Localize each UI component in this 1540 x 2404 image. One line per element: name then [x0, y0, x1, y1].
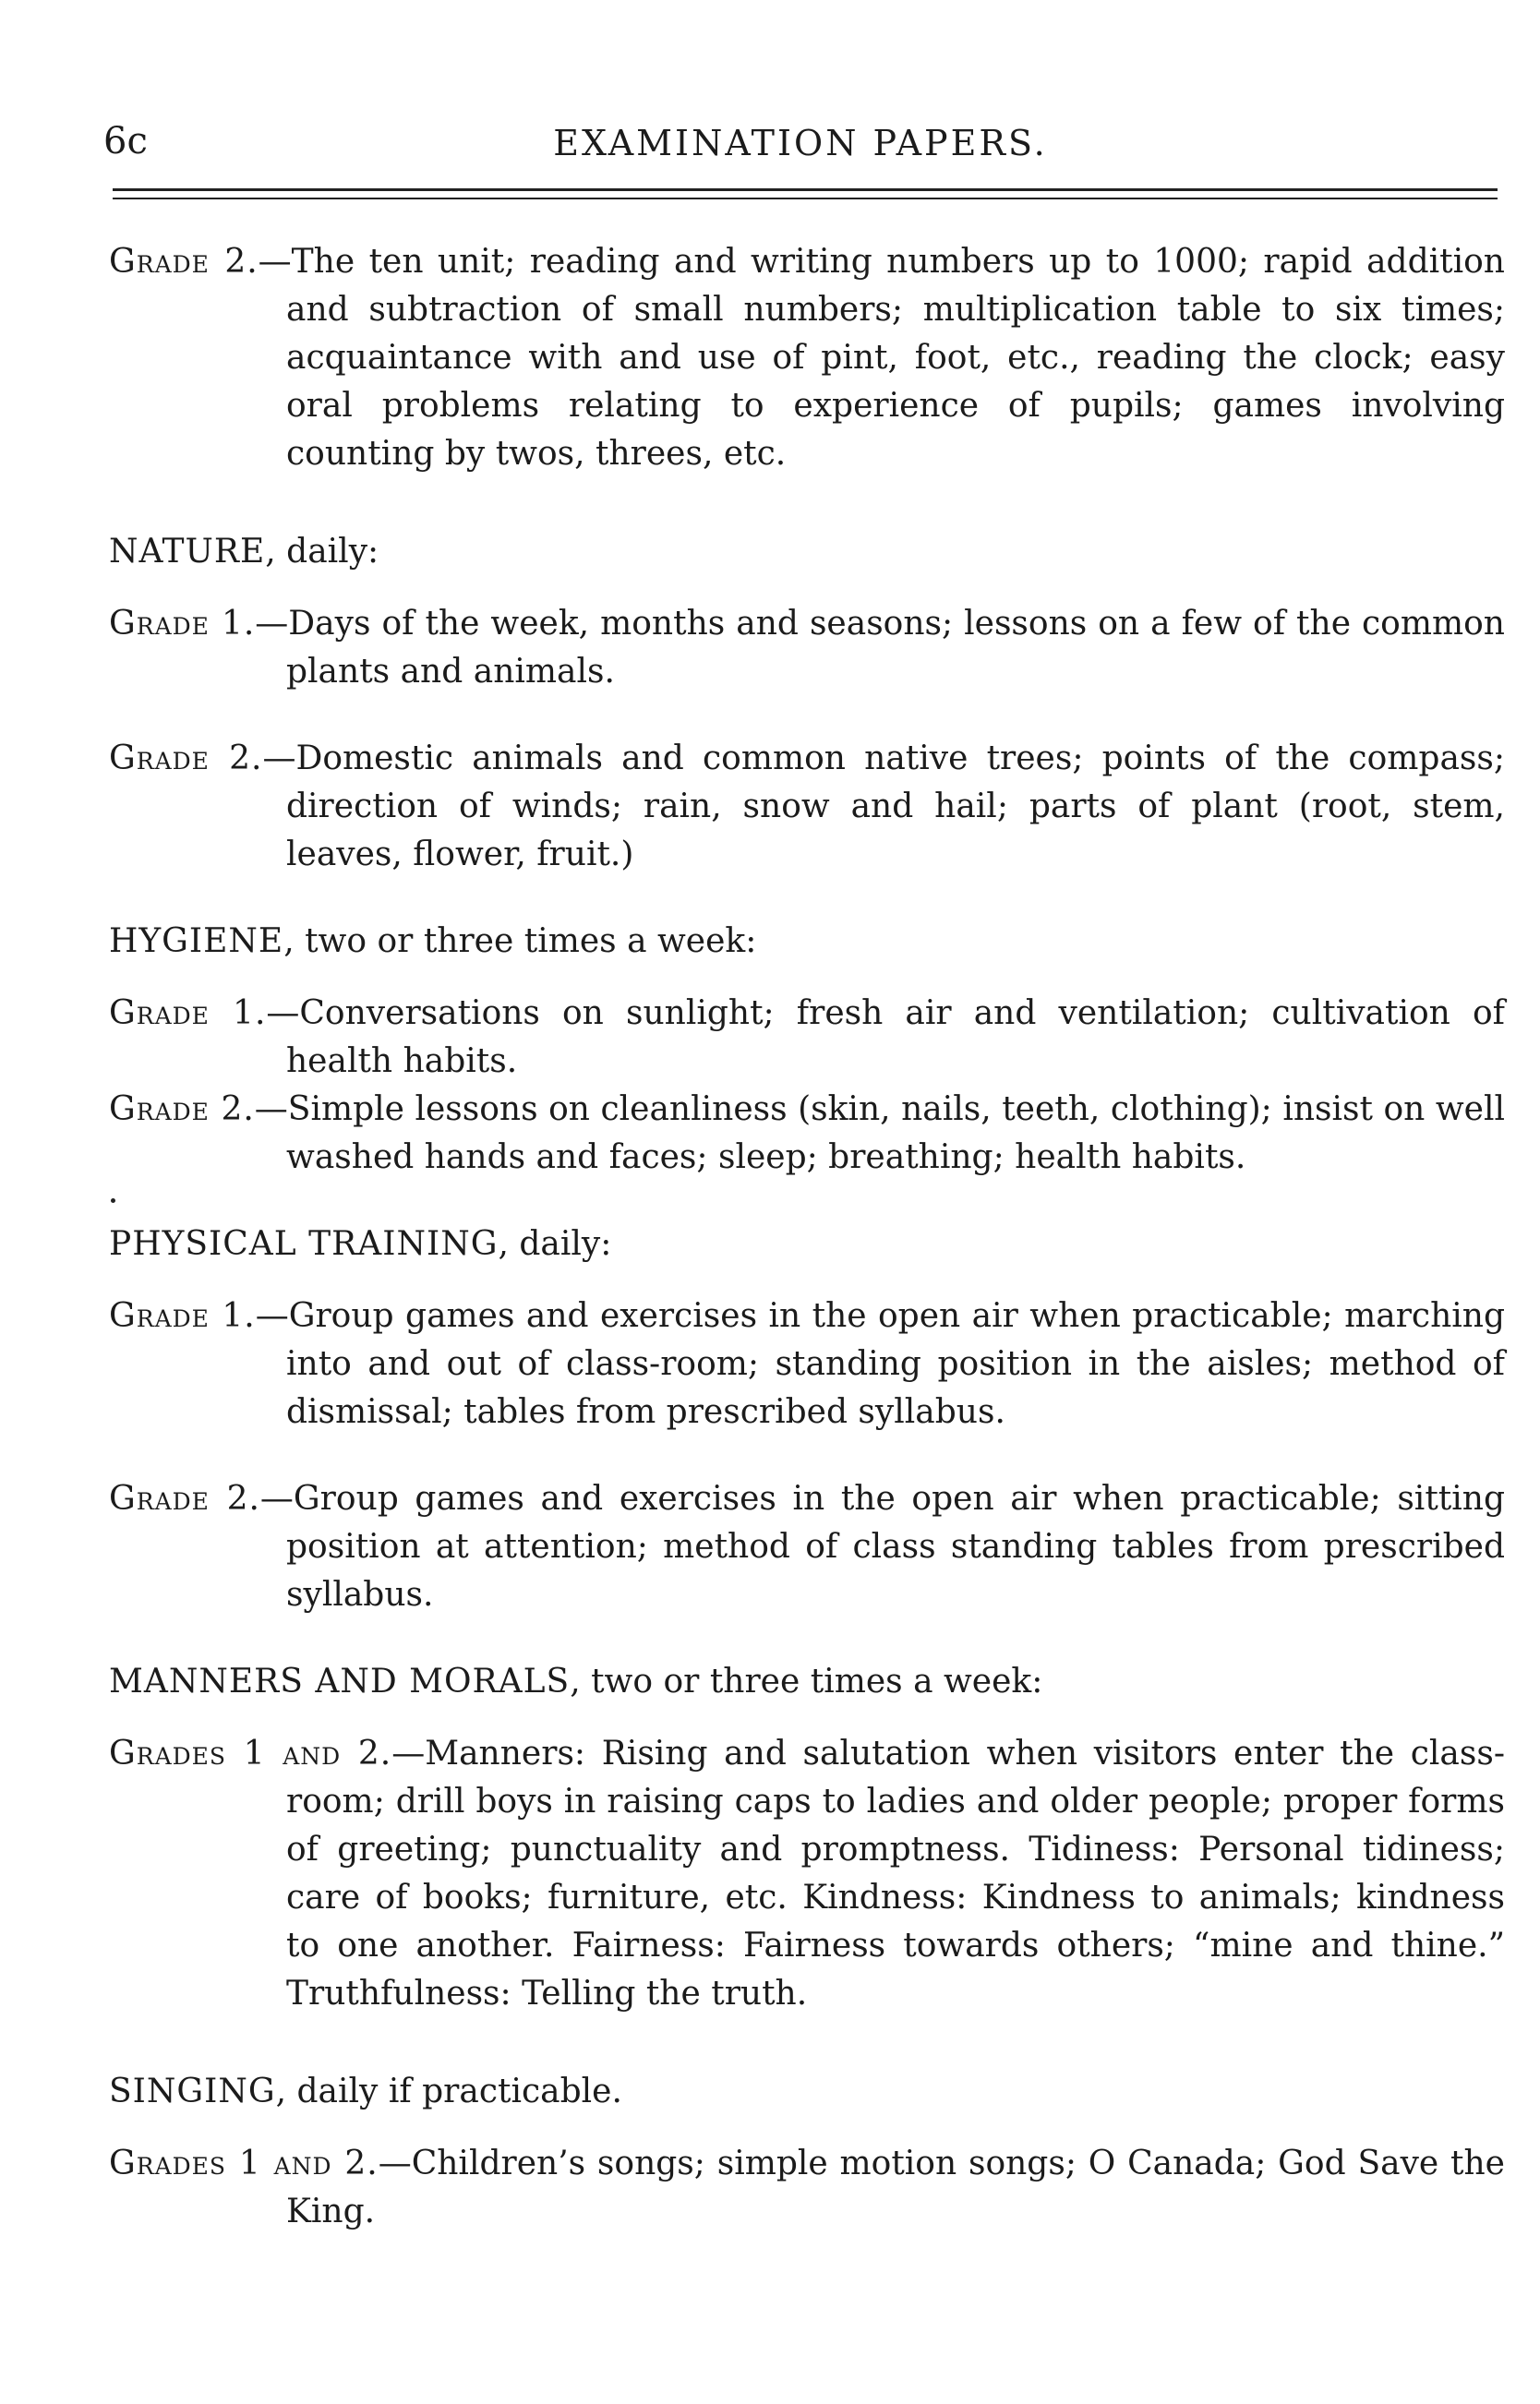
- grade-label: Grade 1.: [109, 1297, 256, 1335]
- grade-text: —Group games and exercises in the open air when practicable; marching into and out of class-room; standing position in the aisles; method of dismissal; tables from prescribed syllabus.: [255, 1297, 1505, 1431]
- grade-label: Grade 1.: [109, 605, 256, 643]
- section-title: SINGING: [109, 2073, 276, 2110]
- grade-text: —Simple lessons on cleanliness (skin, nails, teeth, clothing); insist on well washed hands and faces; sleep; breathing; health habits.: [254, 1090, 1505, 1176]
- hygiene-grade-2: [109, 1086, 1505, 1182]
- grade-label: Grade 2.: [109, 739, 263, 777]
- section-frequency: , daily:: [265, 533, 379, 571]
- hygiene-grade-1: [109, 990, 1505, 1086]
- grade-text: —Manners: Rising and salutation when visitors enter the class-room; drill boys in raising caps to ladies and older people; proper forms of greeting; punctuality and promptness. Tidiness: Personal tidiness; care of books; furniture, etc. Kindness: Kindness to animals; kindness to one another. Fairness: Fairness towards others; “mine and thine.” Truthfulness: Telling the truth.: [286, 1735, 1505, 2013]
- section-heading-manners-and-morals: [109, 1658, 1505, 1706]
- header-rule-bottom: [113, 198, 1498, 199]
- singing-grades-1-2: [109, 2140, 1505, 2236]
- grade-label: Grade 1.: [109, 994, 267, 1032]
- grade-label: Grade 2.: [109, 1480, 260, 1518]
- nature-grade-2: [109, 735, 1505, 879]
- page-number: 6c: [103, 120, 148, 162]
- physical-grade-2: [109, 1475, 1505, 1619]
- section-heading-physical-training: [109, 1220, 1505, 1268]
- grade-text: —Conversations on sunlight; fresh air and ventilation; cultivation of health habits.: [266, 994, 1505, 1080]
- physical-grade-1: [109, 1292, 1505, 1436]
- grade-text: —Domestic animals and common native trees; points of the compass; direction of winds; rain, snow and hail; parts of plant (root, stem, leaves, flower, fruit.): [262, 739, 1505, 873]
- section-frequency: , daily:: [498, 1225, 612, 1263]
- section-heading-singing: [109, 2068, 1505, 2116]
- grade-text: —The ten unit; reading and writing numbers up to 1000; rapid addition and subtraction of small numbers; multiplication table to six times; acquaintance with and use of pint, foot, etc., reading the clock; easy oral problems relating to experience of pupils; games involving counting by twos, threes, etc.: [258, 243, 1505, 473]
- grade-label: Grade 2.: [109, 243, 259, 281]
- section-frequency: , two or three times a week:: [283, 922, 757, 960]
- running-head: EXAMINATION PAPERS.: [553, 123, 1048, 163]
- grade-label: Grade 2.: [109, 1090, 255, 1128]
- section-frequency: , two or three times a week:: [570, 1663, 1043, 1701]
- section-title: HYGIENE: [109, 922, 284, 960]
- page-header: [103, 118, 1498, 174]
- grade-label: Grades 1 and 2.: [109, 1735, 392, 1773]
- header-rule-top: [113, 188, 1498, 191]
- section-heading-nature: [109, 528, 1505, 576]
- section-frequency: , daily if practicable.: [275, 2073, 622, 2110]
- grade-label: Grades 1 and 2.: [109, 2145, 379, 2182]
- section-title: PHYSICAL TRAINING: [109, 1225, 499, 1263]
- manners-grades-1-2: [109, 1730, 1505, 2018]
- grade-text: —Days of the week, months and seasons; lessons on a few of the common plants and animals.: [255, 605, 1505, 691]
- arithmetic-grade-2: [109, 238, 1505, 478]
- grade-text: —Children’s songs; simple motion songs; O Canada; God Save the King.: [286, 2145, 1505, 2230]
- section-title: NATURE: [109, 533, 266, 571]
- page-content: [109, 238, 1505, 2236]
- nature-grade-1: [109, 600, 1505, 696]
- section-title: MANNERS AND MORALS: [109, 1663, 571, 1701]
- section-heading-hygiene: [109, 918, 1505, 966]
- grade-text: —Group games and exercises in the open air when practicable; sitting position at attention; method of class standing tables from prescribed syllabus.: [259, 1480, 1505, 1614]
